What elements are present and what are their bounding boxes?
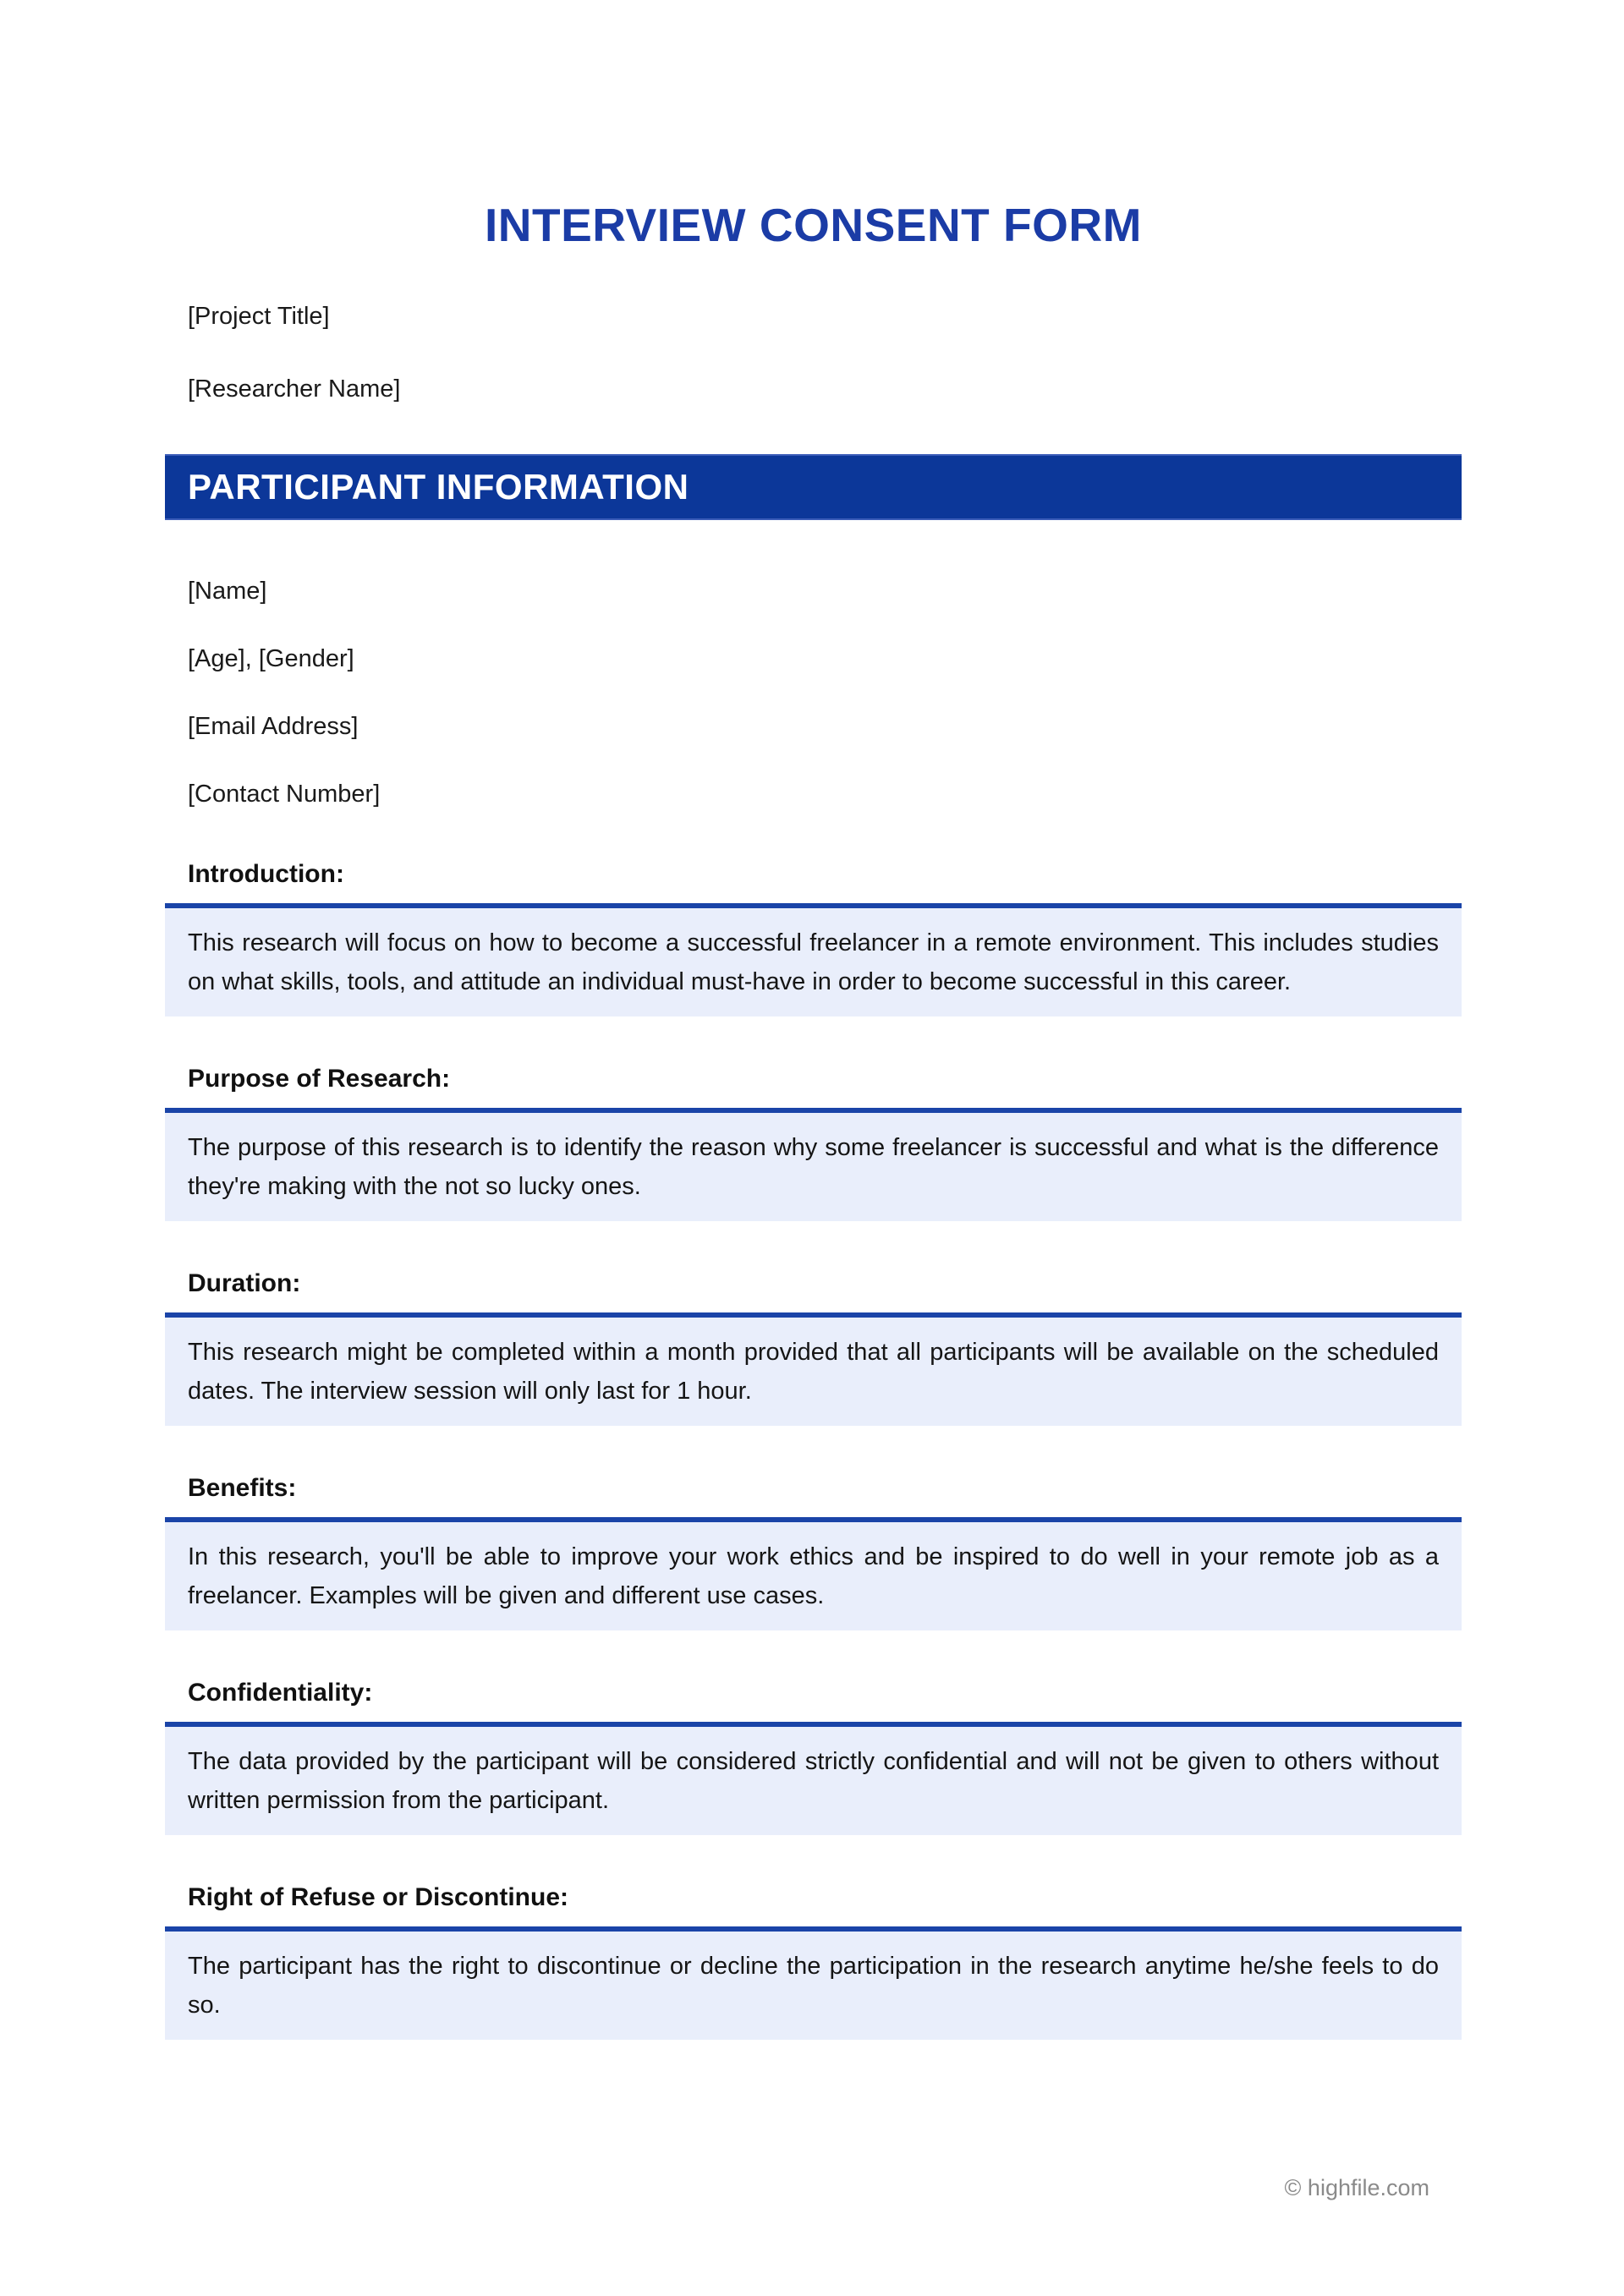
section-box-benefits (165, 1517, 1462, 1630)
section-confidentiality (165, 1677, 1462, 1835)
section-duration (165, 1268, 1462, 1426)
section-box-purpose-of-research (165, 1108, 1462, 1221)
participant-information-banner (165, 454, 1462, 520)
section-heading-purpose-of-research: Purpose of Research: (188, 1065, 451, 1093)
section-benefits (165, 1472, 1462, 1630)
copyright-footer: © highfile.com (1284, 2175, 1429, 2200)
section-body-confidentiality: The data provided by the participant will be considered strictly confidential and will not be given to others without written permission from the participant. (188, 1748, 1439, 1814)
section-heading-benefits: Benefits: (188, 1474, 297, 1502)
participant-information-banner-label: PARTICIPANT INFORMATION (188, 467, 689, 507)
researcher-name-placeholder: [Researcher Name] (188, 375, 401, 403)
name-placeholder: [Name] (188, 578, 267, 605)
section-body-benefits: In this research, you'll be able to improve your work ethics and be inspired to do well in your remote job as a freelancer. Examples will be given and different use cases. (188, 1543, 1439, 1609)
age-gender-placeholder: [Age], [Gender] (188, 645, 354, 672)
section-heading-right-of-refuse: Right of Refuse or Discontinue: (188, 1883, 568, 1911)
section-box-introduction (165, 903, 1462, 1016)
project-title-placeholder: [Project Title] (188, 303, 330, 330)
section-right-of-refuse (165, 1882, 1462, 2040)
participant-fields (165, 576, 1462, 809)
document-content (165, 0, 1462, 2040)
section-box-right-of-refuse (165, 1926, 1462, 2040)
section-body-duration: This research might be completed within a month provided that all participants will be available on the scheduled dates. The interview session will only last for 1 hour. (188, 1339, 1439, 1405)
page-title: INTERVIEW CONSENT FORM (485, 199, 1142, 251)
section-body-introduction: This research will focus on how to become a successful freelancer in a remote environment. This includes studies on what skills, tools, and attitude an individual must-have in order to become successful in this career. (188, 929, 1439, 995)
section-box-duration (165, 1312, 1462, 1426)
section-body-right-of-refuse: The participant has the right to discontinue or decline the participation in the research anytime he/she feels to do so. (188, 1953, 1439, 2019)
section-introduction (165, 858, 1462, 1016)
section-box-confidentiality (165, 1722, 1462, 1835)
section-heading-duration: Duration: (188, 1269, 301, 1297)
section-heading-introduction: Introduction: (188, 860, 344, 888)
section-body-purpose-of-research: The purpose of this research is to identify the reason why some freelancer is successful and what is the difference they're making with the not so lucky ones. (188, 1134, 1439, 1200)
email-address-placeholder: [Email Address] (188, 713, 359, 740)
section-heading-confidentiality: Confidentiality: (188, 1679, 373, 1707)
contact-number-placeholder: [Contact Number] (188, 781, 381, 808)
section-purpose-of-research (165, 1063, 1462, 1221)
